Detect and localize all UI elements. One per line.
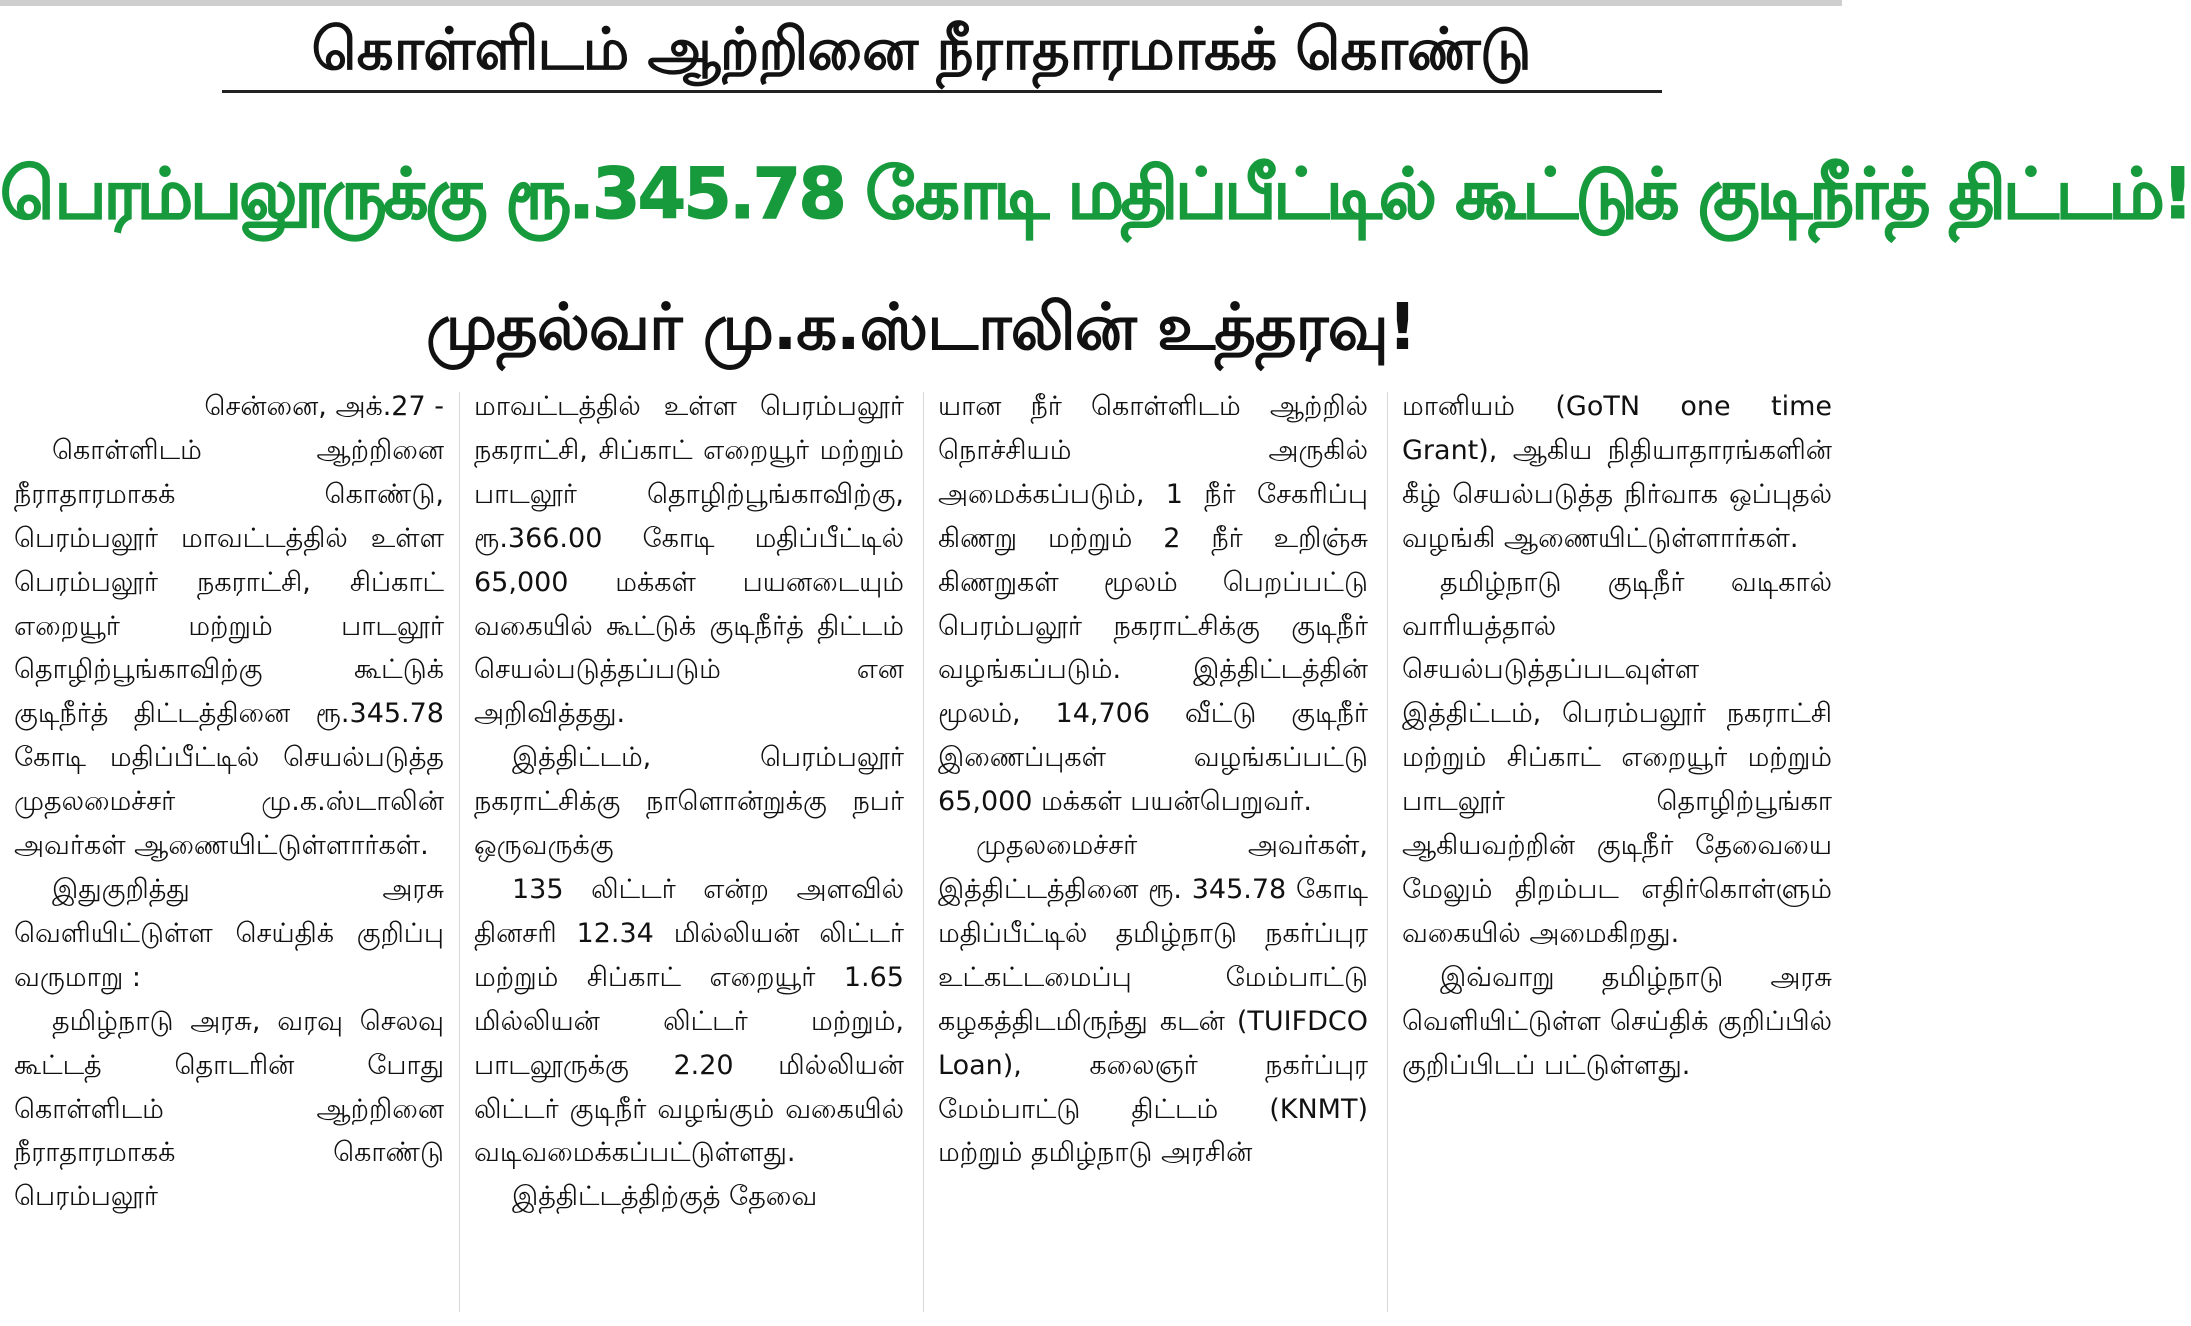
article-paragraph: மாவட்டத்தில் உள்ள பெரம்பலூர் நகராட்சி, சிப்காட் எறையூர் மற்றும் பாடலூர் தொழிற்பூங்காவிற்கு, ரூ.366.00 கோடி மதிப்பீட்டில் 65,000 மக்கள் பயனடையும் வகையில் கூட்டுக் குடிநீர்த் திட்டம் செயல்படுத்தப்படும் என அறிவித்தது. — [474, 391, 904, 730]
subheadline: முதல்வர் மு.க.ஸ்டாலின் உத்தரவு! — [425, 291, 1417, 365]
article-paragraph: தமிழ்நாடு குடிநீர் வடிகால் வாரியத்தால் செயல்படுத்தப்படவுள்ள இத்திட்டம், பெரம்பலூர் நகராட்சி மற்றும் சிப்காட் எறையூர் மற்றும் பாடலூர் தொழிற்பூங்கா ஆகியவற்றின் குடிநீர் தேவையை மேலும் திறம்பட எதிர்கொள்ளும் வகையில் அமைகிறது. — [1402, 566, 1832, 949]
main-headline: பெரம்பலூருக்கு ரூ.345.78 கோடி மதிப்பீட்டில் கூட்டுக் குடிநீர்த் திட்டம்! — [0, 153, 2191, 235]
column-divider — [1387, 392, 1388, 1312]
dateline: சென்னை, அக்.27 - — [204, 391, 444, 422]
article-paragraph: யான நீர் கொள்ளிடம் ஆற்றில் நொச்சியம் அருகில் அமைக்கப்படும், 1 நீர் சேகரிப்பு கிணறு மற்றும் 2 நீர் உறிஞ்சு கிணறுகள் மூலம் பெறப்பட்டு பெரம்பலூர் நகராட்சிக்கு குடிநீர் வழங்கப்படும். இத்திட்டத்தின் மூலம், 14,706 வீட்டு குடிநீர் இணைப்புகள் வழங்கப்பட்டு 65,000 மக்கள் பயன்பெறுவர். — [938, 391, 1368, 818]
article-paragraph: தமிழ்நாடு அரசு, வரவு செலவு கூட்டத் தொடரின் போது கொள்ளிடம் ஆற்றினை நீராதாரமாகக் கொண்டு பெரம்பலூர் — [14, 1005, 444, 1213]
article-column-3 — [938, 385, 1368, 1320]
top-rule — [0, 0, 1842, 6]
kicker-underline — [222, 90, 1662, 93]
article-column-1 — [14, 385, 444, 1320]
column-divider — [459, 392, 460, 1312]
column-divider — [923, 392, 924, 1312]
article-column-4 — [1402, 385, 1832, 1320]
article-column-2 — [474, 385, 904, 1320]
article-paragraph: கொள்ளிடம் ஆற்றினை நீராதாரமாகக் கொண்டு, பெரம்பலூர் மாவட்டத்தில் உள்ள பெரம்பலூர் நகராட்சி, சிப்காட் எறையூர் மற்றும் பாடலூர் தொழிற்பூங்காவிற்கு கூட்டுக் குடிநீர்த் திட்டத்தினை ரூ.345.78 கோடி மதிப்பீட்டில் செயல்படுத்த முதலமைச்சர் மு.க.ஸ்டாலின் அவர்கள் ஆணையிட்டுள்ளார்கள். — [14, 434, 444, 862]
article-paragraph: இத்திட்டத்திற்குத் தேவை — [512, 1181, 818, 1213]
article-paragraph: 135 லிட்டர் என்ற அளவில் தினசரி 12.34 மில்லியன் லிட்டர் மற்றும் சிப்காட் எறையூர் 1.65 மில்லியன் லிட்டர் மற்றும், பாடலூருக்கு 2.20 மில்லியன் லிட்டர் குடிநீர் வழங்கும் வகையில் வடிவமைக்கப்பட்டுள்ளது. — [474, 873, 904, 1169]
article-paragraph: இத்திட்டம், பெரம்பலூர் நகராட்சிக்கு நாளொன்றுக்கு நபர் ஒருவருக்கு — [474, 742, 904, 862]
article-paragraph: மானியம் (GoTN one time Grant), ஆகிய நிதியாதாரங்களின் கீழ் செயல்படுத்த நிர்வாக ஒப்புதல் வழங்கி ஆணையிட்டுள்ளார்கள். — [1402, 391, 1832, 554]
kicker-headline: கொள்ளிடம் ஆற்றினை நீராதாரமாகக் கொண்டு — [311, 15, 1531, 83]
article-paragraph: இதுகுறித்து அரசு வெளியிட்டுள்ள செய்திக் குறிப்பு வருமாறு : — [14, 873, 444, 993]
article-paragraph: இவ்வாறு தமிழ்நாடு அரசு வெளியிட்டுள்ள செய்திக் குறிப்பில் குறிப்பிடப் பட்டுள்ளது. — [1402, 961, 1832, 1081]
article-paragraph: முதலமைச்சர் அவர்கள், இத்திட்டத்தினை ரூ. 345.78 கோடி மதிப்பீட்டில் தமிழ்நாடு நகர்ப்புர உட்கட்டமைப்பு மேம்பாட்டு கழகத்திடமிருந்து கடன் (TUIFDCO Loan), கலைஞர் நகர்ப்புர மேம்பாட்டு திட்டம் (KNMT) மற்றும் தமிழ்நாடு அரசின் — [938, 830, 1368, 1169]
